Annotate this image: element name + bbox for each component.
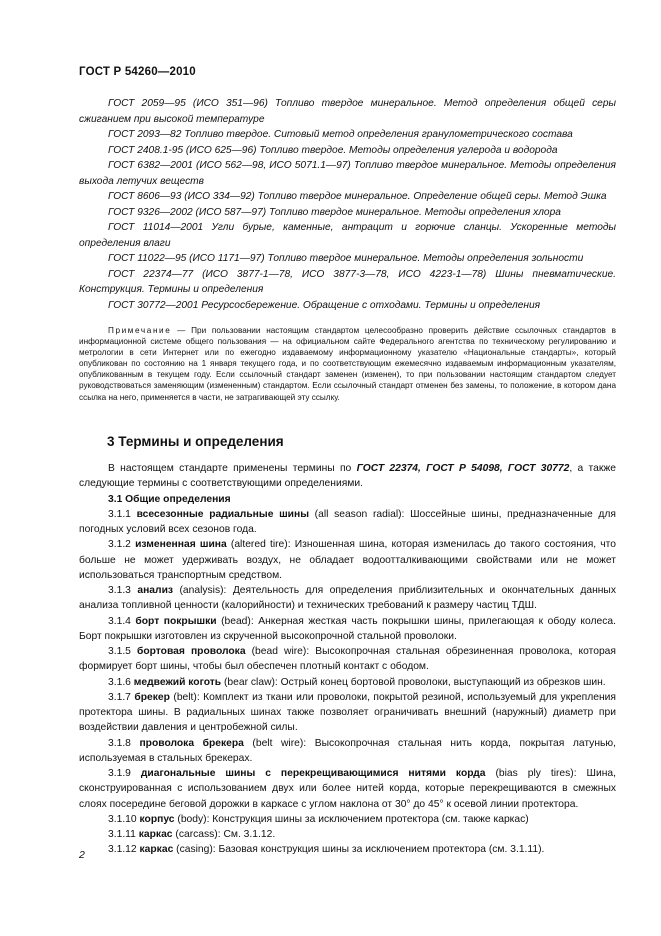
term-number: 3.1.10 (108, 813, 137, 825)
term-entry (79, 583, 616, 614)
note-label: Примечание (108, 326, 172, 335)
term-entry (79, 766, 616, 812)
subsection-title: 3.1 Общие определения (108, 493, 231, 505)
term-entry (79, 812, 616, 827)
term-definition: (bead): Анкерная жесткая часть покрышки шины, прилегающая к ободу колеса. Борт покрышки изготовлен из скрученной высокопрочной стальной проволоки. (79, 615, 616, 642)
term-number: 3.1.11 (108, 829, 136, 840)
term-definition: (bear claw): Острый конец бортовой проволоки, выступающий из обрезков шин. (221, 676, 606, 688)
term-name: бортовая проволока (136, 646, 246, 657)
term-definition: (altered tire): Изношенная шина, которая изменилась до такого состояния, что больше не может удерживать воздух, не обладает водоотталкивающими свойствами или не может использоваться транспортным средством. (79, 539, 616, 581)
term-number: 3.1.1 (108, 508, 131, 520)
term-number: 3.1.3 (108, 585, 131, 596)
references-list (79, 96, 616, 313)
term-entry (79, 537, 616, 583)
term-entry (79, 827, 616, 842)
reference-item: ГОСТ 6382—2001 (ИСО 562—98, ИСО 5071.1—97) Топливо твердое минеральное. Методы определения выхода летучих веществ (79, 160, 616, 187)
term-name: анализ (137, 585, 174, 596)
term-name: каркас (139, 844, 174, 856)
intro-refs: ГОСТ 22374, ГОСТ Р 54098, ГОСТ 30772 (356, 463, 570, 474)
term-number: 3.1.8 (108, 737, 131, 749)
reference-item: ГОСТ 11022—95 (ИСО 1171—97) Топливо твердое минеральное. Методы определения зольности (108, 253, 584, 264)
reference-item: ГОСТ 22374—77 (ИСО 3877-1—78, ИСО 3877-3—78, ИСО 4223-1—78) Шины пневматические. Конструкция. Термины и определения (79, 268, 616, 295)
term-entry (79, 675, 616, 690)
term-entry (79, 842, 616, 857)
term-definition: (belt): Комплект из ткани или проволоки, покрытой резиной, используемый для укрепления протектора шины. В радиальных шинах также позволяет ограничивать внешний (наружный) диаметр при воздействии давления и центробежной силы. (79, 691, 616, 734)
term-name: всесезонные радиальные шины (136, 508, 310, 520)
term-entry (79, 690, 616, 736)
term-definition: (belt wire): Высокопрочная стальная нить корда, покрытая латунью, используемая в стальных брекерах. (79, 737, 616, 764)
term-number: 3.1.4 (108, 615, 131, 627)
term-number: 3.1.7 (108, 691, 131, 703)
term-entry (79, 614, 616, 645)
term-name: диагональные шины с перекрещивающимися нитями корда (140, 768, 486, 779)
term-name: брекер (134, 691, 170, 703)
reference-item: ГОСТ 11014—2001 Угли бурые, каменные, антрацит и горючие сланцы. Ускоренные методы определения влаги (79, 222, 616, 249)
term-definition: (body): Конструкция шины за исключением протектора (см. также каркас) (174, 813, 529, 825)
document-header: ГОСТ Р 54260—2010 (79, 66, 196, 78)
term-entry (79, 507, 616, 538)
term-name: измененная шина (135, 539, 227, 551)
term-number: 3.1.6 (108, 676, 131, 688)
intro-text: В настоящем стандарте применены термины по (108, 463, 357, 474)
term-number: 3.1.2 (108, 539, 131, 551)
term-name: проволока брекера (139, 737, 244, 749)
term-number: 3.1.12 (108, 844, 137, 856)
section-body (79, 461, 616, 858)
reference-item: ГОСТ 9326—2002 (ИСО 587—97) Топливо твердое минеральное. Методы определения хлора (108, 206, 561, 218)
reference-item: ГОСТ 30772—2001 Ресурсосбережение. Обращение с отходами. Термины и определения (108, 299, 541, 311)
term-name: медвежий коготь (133, 676, 222, 688)
term-name: борт покрышки (135, 615, 217, 627)
term-name: каркас (138, 829, 173, 840)
term-definition: (bias ply tires): Шина, сконструированная с использованием двух или более нитей корда, которые перекрещиваются в смежных слоях посередине беговой дорожки в каркасе с углом наклона от 30° до 45° к осевой линии протектора. (79, 768, 616, 810)
term-definition: (analysis): Деятельность для определения приблизительных и окончательных данных анализа топливной ценности (калорийности) и технических требований к размеру частиц ТДШ. (79, 585, 616, 612)
section-title: 3 Термины и определения (107, 434, 284, 449)
term-number: 3.1.9 (108, 768, 131, 779)
term-definition: (all season radial): Шоссейные шины, предназначенные для погодных условий всех сезонов года. (79, 508, 616, 535)
note-paragraph (79, 325, 616, 403)
term-definition: (carcass): См. 3.1.12. (172, 829, 276, 840)
term-entry (79, 736, 616, 767)
intro-paragraph (79, 461, 616, 492)
note-text: — При пользовании настоящим стандартом целесообразно проверить действие ссылочных стандартов в информационной системе общего пользования — на официальном сайте Федерального агентства по техническому регулированию и метрологии в сети Интернет или по ежегодно издаваемому информационному указателю «Национальные стандарты», который опубликован по состоянию на 1 января текущего года, и по соответствующим ежемесячно издаваемым информационным указателям, опубликованным в текущем году. Если ссылочный стандарт заменен (изменен), то при пользовании настоящим стандартом следует руководствоваться заменяющим (измененным) стандартом. Если ссылочный стандарт отменен без замены, то положение, в котором дана ссылка на него, применяется в части, не затрагивающей эту ссылку. (79, 326, 616, 402)
term-name: корпус (139, 813, 175, 825)
term-entry (79, 644, 616, 675)
page-number: 2 (79, 849, 85, 861)
term-definition: (bead wire): Высокопрочная стальная обрезиненная проволока, которая формирует борт шины, чтобы был обеспечен плотный контакт с ободом. (79, 646, 616, 673)
reference-item: ГОСТ 8606—93 (ИСО 334—92) Топливо твердое минеральное. Определение общей серы. Метод Эшка (108, 191, 607, 202)
term-definition: (casing): Базовая конструкция шины за исключением протектора (см. 3.1.11). (173, 844, 545, 856)
intro-text-end: , а также следующие термины с соответствующими определениями. (79, 463, 616, 490)
reference-item: ГОСТ 2093—82 Топливо твердое. Ситовый метод определения гранулометрического состава (108, 129, 573, 140)
note-block (79, 325, 616, 403)
term-number: 3.1.5 (108, 646, 131, 657)
reference-item: ГОСТ 2408.1-95 (ИСО 625—96) Топливо твердое. Методы определения углерода и водорода (108, 144, 558, 156)
reference-item: ГОСТ 2059—95 (ИСО 351—96) Топливо твердое минеральное. Метод определения общей серы сжиганием при высокой температуре (79, 98, 616, 125)
